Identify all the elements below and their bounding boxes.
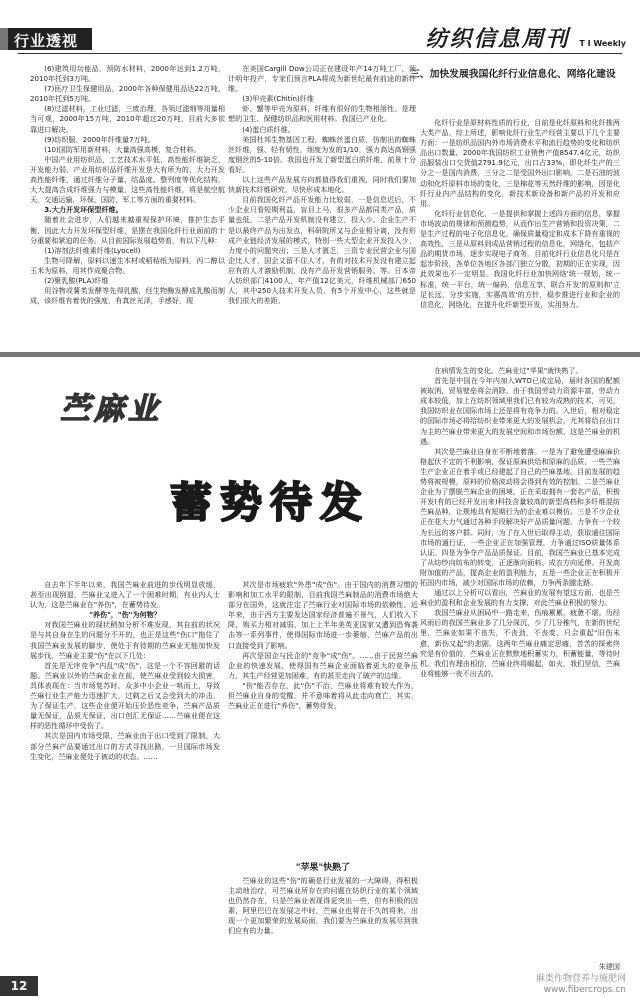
paragraph: 用谷物或薯类发酵等先得乳酸，经生物酶发酵成乳酸而制成，该纤维有着优的强度，有真丝光泽，手感好，现 — [30, 286, 225, 306]
watermark-line: 麻类作物营养与施肥网 — [535, 974, 626, 984]
paragraph: 生物可降解，原料以速生木材或稻秸纸为原料，丙二醇以玉米为原料，用其作成聚合物。 — [30, 255, 225, 275]
paragraph: 虾、蟹等甲壳为原料，纤维有很好的生物相溶性、是理想的卫生、保健纺织品和医用材料。我国已产业化。 — [228, 104, 416, 124]
article-column-3 — [420, 118, 620, 348]
paragraph: 化纤行业是原材料性质的行业，目前是化纤原料和化纤推两大类产品，综上所述，影响化纤行业生产经营主要以下几个主要方面：一是纺织品国内外市场消费水平和流行趋势的变化和纺织品出口数量。2000年我国纺织工业销售产值8547.4亿元，纺织品服装出口交货值2791.9亿元，出口占33%，即化纤生产的三分之一是国内消费，三分之二是受国外出口影响。二是石油的波动和化纤原料市场的变化，三是棉花等天然纤维的影响，因是化纤行业内产品结构的变化，新技术新设备和新产品的开发和应用。 — [420, 118, 620, 208]
section-divider — [0, 352, 640, 357]
watermark-url: www.fibercrops.cn — [543, 985, 626, 995]
masthead-title: 纺织信息周刊 — [425, 26, 570, 52]
paragraph: 在病情发生的变化。苎麻业过"苹果"就快熟了。 — [434, 366, 583, 375]
paragraph: (3)甲壳素(Chitin)纤维 — [242, 94, 314, 104]
article-column-right — [420, 366, 620, 982]
article-column-1 — [30, 64, 225, 346]
banner-kicker: 苎麻业 — [60, 392, 162, 427]
paragraph: (10)国防军用新材料，大量高强高模、复合材料。 — [44, 144, 201, 154]
paragraph: 自去年下半年以来，我国苎麻业前进的步伐明显放缓，甚至出现倒退，苎麻业又进入了一个困难时期，有业内人士认为，这是苎麻业在"养伤"，在蓄势待发。 — [30, 580, 220, 610]
paragraph: 首先是中国在今年内加入WTO已成定局，届时各国的配额被取消，贸易壁垒将会消除，由于我国劳动力资源丰富，劳动力成本较低，加上在纺织领域里我们已有较为成熟的技术，可见，我国纺织业在国际市场上还是将有竞争力的。入世后，相对稳定的国际市场必将给纺织业带来更大的发展机会，尤其将给自出口为主的苎麻业带来更大的发展空间和市场份额，这是苎麻业的机遇。 — [420, 376, 620, 446]
watermark — [536, 974, 626, 996]
paragraph: (7)医疗卫生保健用品，2000年各种保健用品达22万吨，2010年托到5万吨。 — [30, 84, 225, 104]
paragraph: 其次是国内市场受限，苎麻业由于出口受到了限制，大部分苎麻产品要通过出口的方式寻找出路，一旦国际市场发生变化，苎麻业便处于被动的状态。…… — [30, 731, 220, 761]
paragraph: (8)过滤材料，工业过滤，三废治理，各领过滤细等用量相当可观，2000年15万吨，2010年超过20万吨，目前大多依靠进口解决。 — [30, 104, 225, 134]
section-heading: 三、加快发展我国化纤行业信息化、网络化建设 — [410, 69, 616, 80]
sub-heading: 3.大力开发环保型纤维。 — [44, 205, 123, 215]
paragraph: 其次是市场疲软"外患"成"伤"。由于国内的消费习惯的影响和加工水平的限制，目前我国苎麻制品的消费市场绝大部分在国外，这就注定了苎麻行业对国际市场的依赖性。近年来，由于西方主要发达国家经济普遍不景气，人们收入下降，购买力相对减弱，加上上半年美英亚国家又遭到恐怖袭击等一系列事件，使得国际市场进一步萎缩，苎麻产品的出口直接受到了影响。 — [228, 580, 418, 650]
header-rule — [18, 53, 622, 54]
paragraph: 对我国苎麻业的现状稍加分析不难发现，其自前的状况是与其自身在生的问题分不开的，也正是这些"伤口"拖住了我国苎麻业发展的脚步，使处于有待期的苎麻业无能加快发展步伐，苎麻业主要"伤"在以下几处： — [30, 620, 220, 660]
paragraph: 化纤行业信息化，一是提供和掌握上述四方面的信息，掌握市场波动的规律和预测趋势，从而作出生产营销和投资决策，二是生产过程的电子化信息化，确保质量稳定和成本下降有重视的高效性，三是从原料到成品营销过程的信息化，网络化，包括产品的期货市场，逐步实现电子商务。目前化纤行业信息化只是在起步阶段，各单位各地区各部门独立分散，初期的正在实现，因此效果也不一定明显。我国化纤行业加快网络'统一规划，统一标准，统一平台，统一编码，信息互享，联合开发'的原则和'立足长远，分步实施，实惠高效'的方针，稳步推进行业和企业的信息化，网络化，在提升化纤新型开发，实用努力。 — [420, 208, 620, 309]
page-number: 12 — [0, 976, 38, 996]
paragraph: 再次是国企与民企的"竞争"成"伤"。……由于民营苎麻企业的快速发展，使得国有苎麻企业面临着更大的竞争压力，其生产经营更加困难，有的甚至走向了破产的边缘。 — [228, 650, 418, 680]
masthead-english: T I Weekly — [579, 39, 626, 48]
paragraph: "伤"能否存在，此"伤"不治，苎麻业将难有较大作为，但苎麻业自身的觉醒，并不意味着将从此走向衰亡，其实，苎麻业正在进行"养伤"，蓄势待发。 — [228, 680, 418, 711]
paragraph: 其次是苎麻业自身在不断地着落。一是为了避免遭受麻麻价格起伏不定的不利影响，保证原麻供给和原麻的品质，一些苎麻生产企业正在着手或已经建起了自己的苎麻基地。目前发展的趋势将被规模，原料的价格波动将会得到有效的控制。二是苎麻业企业为了摆脱苎麻企业的困境，正在采取拥有一套名产品，积极开发(有的已经开发出来)科技含量较高的新型高档和多纤维混纺苎麻品种，让规地具有短期行为的企业难以模仿。三是不少企业正在花大力气通过各种手段解决好产品质量问题，力争有一个较为长远的客户群。同时，为了在入世后取得主动，获取通往国际市场的通行证，一些企业正在加强管理，力争通过ISO质量体系认证。四是为争夺产品品质保证。目前，我国苎麻业已基本完成了从纺纱向纺布的转变，正逐渐向面料、成衣方向延伸。开发高附加值的产品，提高企业的盈利能力，五是一些企业正在积极开拓国内市场，减少对国际市场的依赖，力争两条腿走路。 — [420, 446, 620, 587]
article-column-middle — [228, 580, 418, 850]
paragraph: (9)纺织服，2000年纤维量7万吨。 — [44, 134, 155, 144]
paragraph: 通过以上分析可以看出，苎麻业的发展有望这方面，也是苎麻业的盈利和企业发展的有力支撑，对此苎麻业积极的努力。 — [420, 588, 620, 608]
article-banner — [20, 370, 412, 560]
paragraph: 苎麻业的这些"伤"的确是行业发展的一大障碍，得积极主动地治疗，可苎麻业所存在的问题在纺织行业的某个领域也仍然存在，只是苎麻业表现得更突出一些，但有积极的因素，阿里巴巴在发展之中时，苎麻业也将在不久的将来，出现一个更加繁荣的发展局面，我们要为苎麻业的发展尽到我们应有的力量。 — [228, 876, 418, 936]
sub-heading: "苹果"快熟了 — [295, 863, 351, 873]
paragraph: 美国杜邦生物基因工程，蜘蛛丝蛋白质，仿制出的蜘蛛丝纤维，强、轻有韧性，细度为发的1/10，强力高达高钢强度钢丝的5-10倍。我国也开发了新型蛋白质纤维，前景十分看好。 — [228, 134, 416, 174]
sub-heading: "养伤"，"伤"为何物？ — [89, 610, 161, 620]
article-column-2 — [228, 64, 416, 346]
paragraph: 首先是无序竞争"内乱"成"伤"，这是一个不容回避的话题。苎麻业以外的苎麻企业在前，使苎麻业受到较大损害，具体表现在：当市场复苏时，众多中小企业一哄而上，导致苎麻行业生产能力迅速扩大，过剩之后又会受到大的冲击，为了保证生产，这些企业便开始压价恶性竞争，苎麻产品质量无保证，品质无保证，出口创汇无保证……苎麻业便在这样的恶性循环中受伤了。 — [30, 660, 220, 731]
section-tab-corner — [0, 28, 8, 50]
paragraph: (6)建筑用功能品，预防水材料，2000年达到1.2万吨，2010年托到3万吨。 — [30, 64, 225, 84]
paragraph: 我国苎麻业从困局中一路走来，伤痕累累，疲惫不堪。历经风雨后的我国苎麻业多了几分深沉，少了几分稚气，在新的世纪里，苎麻业如果不丧失，不丧劲，不丧变，只会重起"旧伤未愈，新伤又起"的悲剧。这两年苎麻业痛定思痛，苦苦的探索终究是有价值的，苎麻业正在默默地积蓄实力，积蓄能量，等待时机。我们有理由相信，苎麻业终将崛起，如火，我们坚信，苎麻业将能够一夜不出去的。 — [420, 608, 620, 678]
paragraph: (1)溶剂法纤维素纤维(Lyocell) — [44, 245, 141, 255]
banner-headline: 蓄势待发 — [170, 478, 371, 527]
article-column-left — [30, 580, 220, 980]
paragraph: (4)蛋白质纤维。 — [242, 124, 295, 134]
paragraph: 在美国Cargill Dow公司正在建设年产14万吨工厂，预计明年投产，专家们预言PLA将成为新世纪最有前途的新纤维。 — [228, 64, 416, 94]
author-byline: 朱建国 — [598, 962, 620, 971]
section-tab — [0, 28, 92, 50]
paragraph: (2)聚乳酸(PLA)纤维 — [44, 275, 109, 285]
paragraph: 随着社会进步，人们越来越重视保护环境，推护生态平衡，因此大力开发环保型纤维，是摆在我国化纤行业面前的十分重要和紧迫的任务。从目前国际发展趋势看，有以下几种： — [30, 215, 225, 245]
article-column-middle-lower — [228, 876, 418, 981]
paragraph: 中国产业用纺织品，工艺技术水平低，高性能纤维缺乏，开发能力弱，产业用纺织品纤维开发是大有所为的，大力开发高性能纤维，通过纤维分子量、结晶度、整列度等优化结构，大大提高合成纤维强力与模量，这些高性能纤维，将是航空航天，交通运输，环保，国防，军工等方面的重要材料。 — [30, 154, 225, 205]
paragraph: 以上这些产品发展方向都值得我们重视，同时我们要加快新技术纤维研究，尽快形成本地化。 — [228, 175, 416, 195]
section-label: 行业透视 — [14, 32, 79, 50]
masthead — [426, 22, 626, 53]
paragraph: 目前我国化纤产品开发能力比较弱，一是信息迟后，不少企业只看短期利益，盲目上马，很多产品都同类产品，质量也低，二是产品开发机制没有建立，投入少。企业生产不是以最终产品为出发点，科研院所又与企业相分离，没有形成产业链经济发展的模式，特别一些大型企业开发投入少，力度小的问题突出；三是人才匮乏，三资专业民营企业与国企比人才，国企又留不住人才，有的对技术开发没有建立起应有的人才激励机制，没有产品开发营销服务。等。日本帝人纺织部门4100人，年产值12亿美元，纤维机械部门650人，其中250人技术开发人员，有5个开发中心，这些就是我们很大的差距。 — [228, 195, 416, 306]
